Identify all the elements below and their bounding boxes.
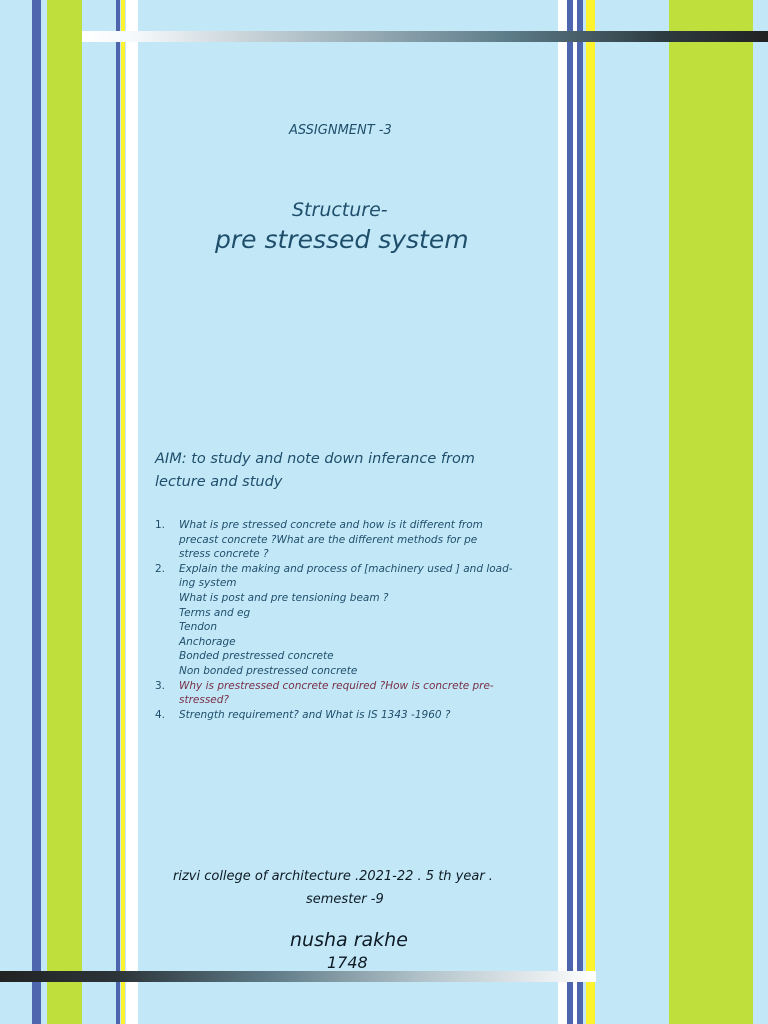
bottom-gradient-bar: [0, 971, 596, 982]
student-name: nusha rakhe: [290, 929, 408, 951]
question-subitem: Bonded prestressed concrete: [179, 650, 334, 663]
aim-line-1: AIM: to study and note down inferance from: [155, 451, 475, 467]
stripe-white-right: [558, 0, 567, 1024]
question-number: 1.: [155, 519, 166, 531]
question-text: Explain the making and process of [machinery used ] and load-: [179, 562, 513, 575]
question-item: [155, 562, 535, 679]
question-number: 4.: [155, 708, 166, 721]
question-text: Why is prestressed concrete required ?How is concrete pre-: [179, 679, 494, 692]
question-text: Strength requirement? and What is IS 1343 -1960 ?: [179, 708, 451, 721]
stripe-white-left: [126, 0, 138, 1024]
stripe-blue-left: [32, 0, 41, 1024]
stripe-blue-left-inner: [116, 0, 120, 1024]
subject-title: Structure-: [292, 199, 388, 221]
stripe-yellow-left: [121, 0, 125, 1024]
stripe-green-left: [47, 0, 82, 1024]
question-text: stress concrete ?: [179, 548, 269, 561]
question-subitem: Terms and eg: [179, 606, 251, 619]
question-subitem: What is post and pre tensioning beam ?: [179, 591, 389, 604]
stripe-green-right: [669, 0, 753, 1024]
roll-number: 1748: [327, 953, 368, 972]
stripe-blue-right-2: [577, 0, 583, 1024]
assignment-label: ASSIGNMENT -3: [289, 123, 392, 138]
question-number: 3.: [155, 679, 166, 692]
question-subitem: Tendon: [179, 621, 217, 634]
question-text: precast concrete ?What are the different methods for pe: [179, 533, 478, 546]
stripe-yellow-right: [586, 0, 595, 1024]
aim-line-2: lecture and study: [155, 474, 283, 490]
college-line: rizvi college of architecture .2021-22 . 5 th year .: [173, 869, 493, 884]
question-item: [155, 518, 535, 562]
semester-line: semester -9: [306, 892, 384, 907]
question-text: What is pre stressed concrete and how is it different from: [179, 519, 483, 531]
topic-title: pre stressed system: [215, 225, 469, 254]
question-subitem: Non bonded prestressed concrete: [179, 664, 358, 677]
top-gradient-bar: [82, 31, 768, 42]
question-number: 2.: [155, 562, 166, 575]
question-text: stressed?: [179, 694, 230, 707]
question-text: ing system: [179, 577, 237, 590]
question-item: [155, 708, 535, 723]
question-list: [155, 518, 535, 722]
question-subitem: Anchorage: [179, 635, 236, 648]
question-item: [155, 679, 535, 708]
